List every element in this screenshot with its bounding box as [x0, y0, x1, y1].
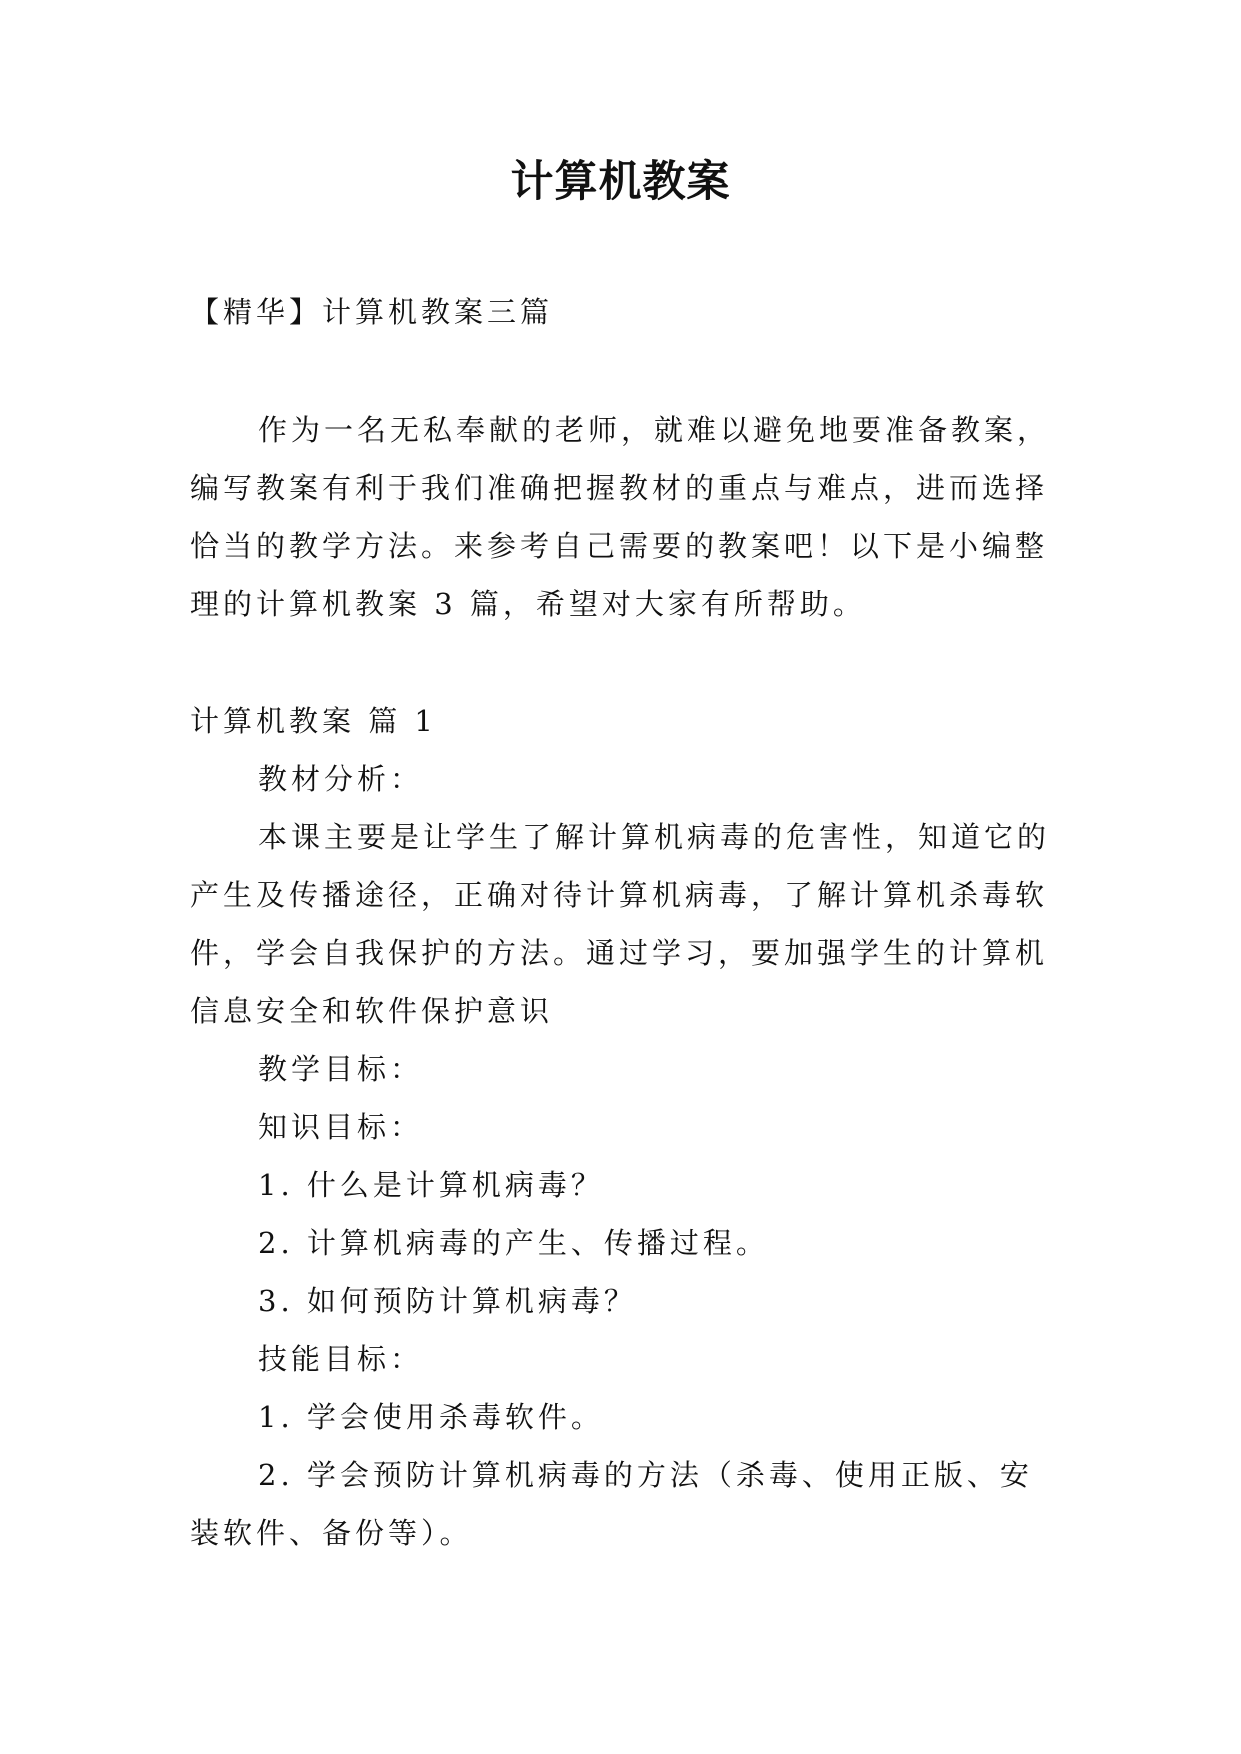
material-line-2: 产生及传播途径，正确对待计算机病毒，了解计算机杀毒软 [190, 878, 1049, 912]
skill-item-2: 2. 学会预防计算机病毒的方法（杀毒、使用正版、安 [258, 1458, 1033, 1492]
intro-line-2: 编写教案有利于我们准确把握教材的重点与难点，进而选择 [190, 471, 1049, 505]
intro-line-4: 理的计算机教案 3 篇，希望对大家有所帮助。 [190, 587, 866, 621]
page-title: 计算机教案 [510, 157, 731, 207]
skill-heading: 技能目标： [258, 1342, 424, 1376]
material-line-3: 件，学会自我保护的方法。通过学习，要加强学生的计算机 [190, 936, 1049, 970]
skill-item-1: 1. 学会使用杀毒软件。 [258, 1400, 604, 1434]
knowledge-item-3: 3. 如何预防计算机病毒？ [258, 1284, 637, 1318]
skill-item-2-continued: 装软件、备份等）。 [190, 1516, 473, 1550]
material-line-1: 本课主要是让学生了解计算机病毒的危害性，知道它的 [258, 820, 1051, 854]
knowledge-item-1: 1. 什么是计算机病毒？ [258, 1168, 604, 1202]
knowledge-heading: 知识目标： [258, 1110, 424, 1144]
goals-heading: 教学目标： [258, 1052, 424, 1086]
document-subtitle: 【精华】计算机教案三篇 [190, 295, 554, 329]
material-line-4: 信息安全和软件保护意识 [190, 994, 554, 1028]
material-heading: 教材分析： [258, 762, 424, 796]
knowledge-item-2: 2. 计算机病毒的产生、传播过程。 [258, 1226, 769, 1260]
section-heading: 计算机教案 篇 1 [190, 704, 437, 738]
intro-line-1: 作为一名无私奉献的老师，就难以避免地要准备教案， [258, 413, 1051, 447]
intro-line-3: 恰当的教学方法。来参考自己需要的教案吧！以下是小编整 [190, 529, 1049, 563]
